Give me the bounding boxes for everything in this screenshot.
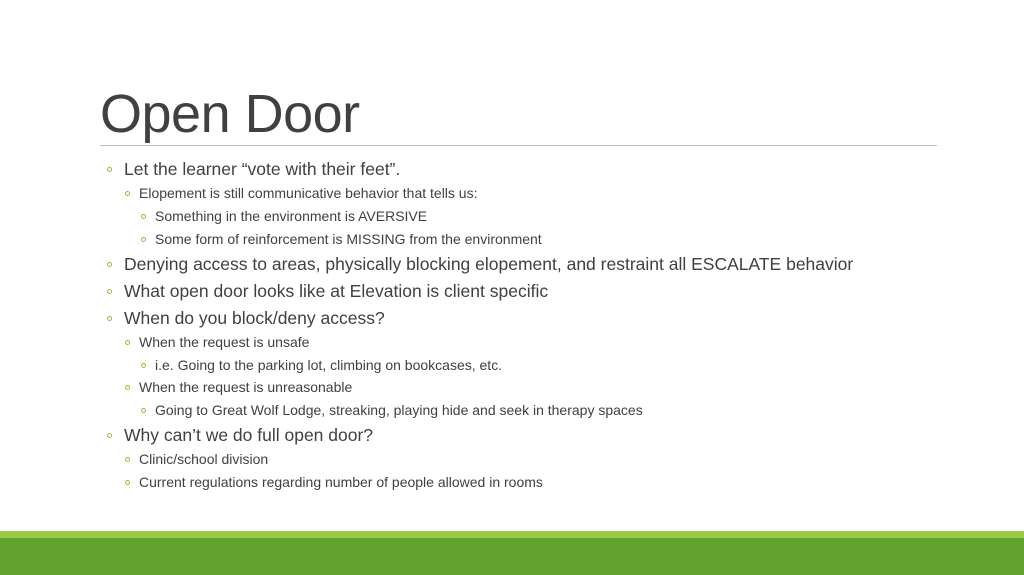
bullet-marker-icon	[125, 385, 130, 390]
bullet-marker-icon	[141, 408, 146, 413]
bullet-marker-icon	[141, 214, 146, 219]
bullet-item	[100, 157, 400, 181]
bullet-marker-icon	[125, 191, 130, 196]
bullet-text: i.e. Going to the parking lot, climbing on bookcases, etc.	[155, 357, 503, 373]
bullet-item	[124, 472, 543, 492]
bullet-marker-icon	[125, 480, 130, 485]
bullet-item	[100, 252, 853, 276]
bullet-text: Why can’t we do full open door?	[124, 425, 374, 445]
bullet-item	[124, 377, 352, 397]
bullet-item	[100, 423, 373, 447]
bullet-text: Going to Great Wolf Lodge, streaking, playing hide and seek in therapy spaces	[155, 402, 643, 418]
bullet-text: Some form of reinforcement is MISSING from the environment	[155, 231, 542, 247]
bullet-item	[140, 355, 502, 375]
bullet-item	[140, 229, 542, 249]
bullet-text: When the request is unsafe	[139, 334, 310, 350]
bullet-marker-icon	[107, 289, 112, 294]
bullet-item	[124, 332, 309, 352]
bullet-text: When the request is unreasonable	[139, 379, 353, 395]
bullet-marker-icon	[141, 363, 146, 368]
bullet-text: Let the learner “vote with their feet”.	[124, 159, 401, 179]
bullet-marker-icon	[107, 433, 112, 438]
bullet-marker-icon	[107, 316, 112, 321]
bullet-item	[140, 206, 427, 226]
slide-title: Open Door	[100, 84, 360, 144]
title-divider	[100, 145, 937, 146]
bullet-marker-icon	[107, 262, 112, 267]
bullet-text: Elopement is still communicative behavior that tells us:	[139, 185, 478, 201]
bullet-item	[140, 400, 643, 420]
bullet-marker-icon	[141, 237, 146, 242]
bullet-marker-icon	[125, 340, 130, 345]
bullet-text: When do you block/deny access?	[124, 308, 385, 328]
bullet-item	[100, 279, 548, 303]
bullet-text: Current regulations regarding number of people allowed in rooms	[139, 474, 543, 490]
bullet-marker-icon	[107, 167, 112, 172]
bullet-item	[124, 183, 477, 203]
bullet-text: What open door looks like at Elevation is client specific	[124, 281, 549, 301]
bullet-item	[100, 306, 385, 330]
bullet-text: Clinic/school division	[139, 451, 269, 467]
bullet-marker-icon	[125, 457, 130, 462]
bullet-text: Denying access to areas, physically blocking elopement, and restraint all ESCALATE behavior	[124, 254, 854, 274]
bullet-item	[124, 449, 268, 469]
footer-band-dark	[0, 538, 1024, 575]
bullet-text: Something in the environment is AVERSIVE	[155, 208, 428, 224]
footer-band-light	[0, 531, 1024, 538]
